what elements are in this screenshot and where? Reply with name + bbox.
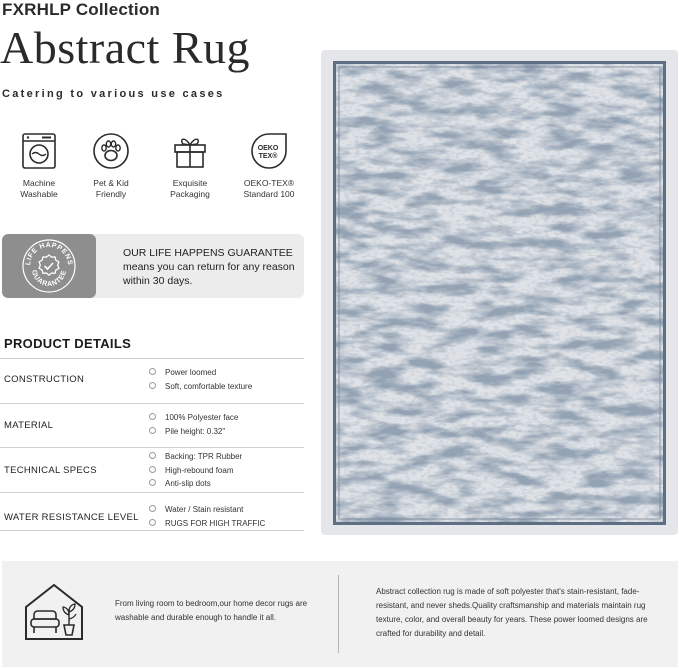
feature-label: OEKO-TEX® Standard 100 (243, 178, 295, 199)
row-label: TECHNICAL SPECS (4, 465, 97, 476)
house-chair-plant-icon (22, 581, 86, 645)
row-value: Water / Stain resistant (149, 503, 265, 517)
row-value: High-rebound foam (149, 464, 242, 478)
row-value: Anti-slip dots (149, 477, 242, 491)
feature-label: Pet & Kid Friendly (93, 178, 129, 199)
row-value: Power loomed (149, 366, 252, 380)
washing-machine-icon (20, 132, 58, 170)
gift-box-icon (171, 132, 209, 170)
rug-image (333, 61, 666, 525)
feature-label: Machine Washable (20, 178, 58, 199)
table-row (0, 358, 304, 403)
guarantee-text (123, 246, 303, 288)
guarantee-badge (2, 234, 96, 298)
paw-icon (92, 132, 130, 170)
feature-label: Exquisite Packaging (170, 178, 210, 199)
feature-exquisite-packaging (151, 132, 229, 200)
guarantee-seal-icon (21, 238, 77, 294)
brand-name: FXRHLP Collection (2, 0, 160, 19)
footer-panel (2, 561, 678, 667)
row-value: Soft, comfortable texture (149, 380, 252, 394)
guarantee-body: means you can return for any reason within 30 days. (123, 261, 295, 287)
guarantee-heading: OUR LIFE HAPPENS GUARANTEE (123, 247, 293, 259)
feature-oeko-tex (230, 132, 308, 200)
row-label: MATERIAL (4, 420, 54, 431)
oeko-tex-icon (250, 132, 288, 170)
product-details-title: PRODUCT DETAILS (4, 336, 132, 351)
product-details-table (0, 358, 304, 531)
row-value: 100% Polyester face (149, 411, 238, 425)
svg-text:TEX®: TEX® (258, 153, 278, 160)
guarantee-banner (2, 234, 304, 298)
table-row (0, 403, 304, 447)
row-value: Backing: TPR Rubber (149, 450, 242, 464)
row-label: CONSTRUCTION (4, 374, 85, 385)
rug-image-frame (321, 50, 678, 535)
tagline: Catering to various use cases (2, 88, 225, 100)
table-row (0, 447, 304, 492)
svg-text:LIFE HAPPENS: LIFE HAPPENS (24, 241, 74, 266)
row-label: WATER RESISTANCE LEVEL (4, 512, 139, 523)
row-value: RUGS FOR HIGH TRAFFIC (149, 517, 265, 531)
footer-left-text: From living room to bedroom,our home decor rugs are washable and durable enough to handle it all. (115, 599, 308, 622)
feature-pet-kid-friendly (72, 132, 150, 200)
feature-icons (0, 132, 310, 212)
product-title: Abstract Rug (0, 22, 251, 73)
feature-machine-washable (0, 132, 78, 200)
svg-text:OEKO: OEKO (257, 145, 279, 152)
row-value: Pile height: 0.32" (149, 425, 238, 439)
footer-divider (338, 575, 339, 653)
table-row (0, 492, 304, 531)
footer-right-text: Abstract collection rug is made of soft polyester that's stain-resistant, fade-resistant, and never sheds.Quality craftsmanship and materials maintain rug texture, color, and overall beauty for years. These power loomed designs are crafted for durability and detail. (376, 587, 648, 638)
svg-text:GUARANTEE: GUARANTEE (29, 269, 69, 289)
